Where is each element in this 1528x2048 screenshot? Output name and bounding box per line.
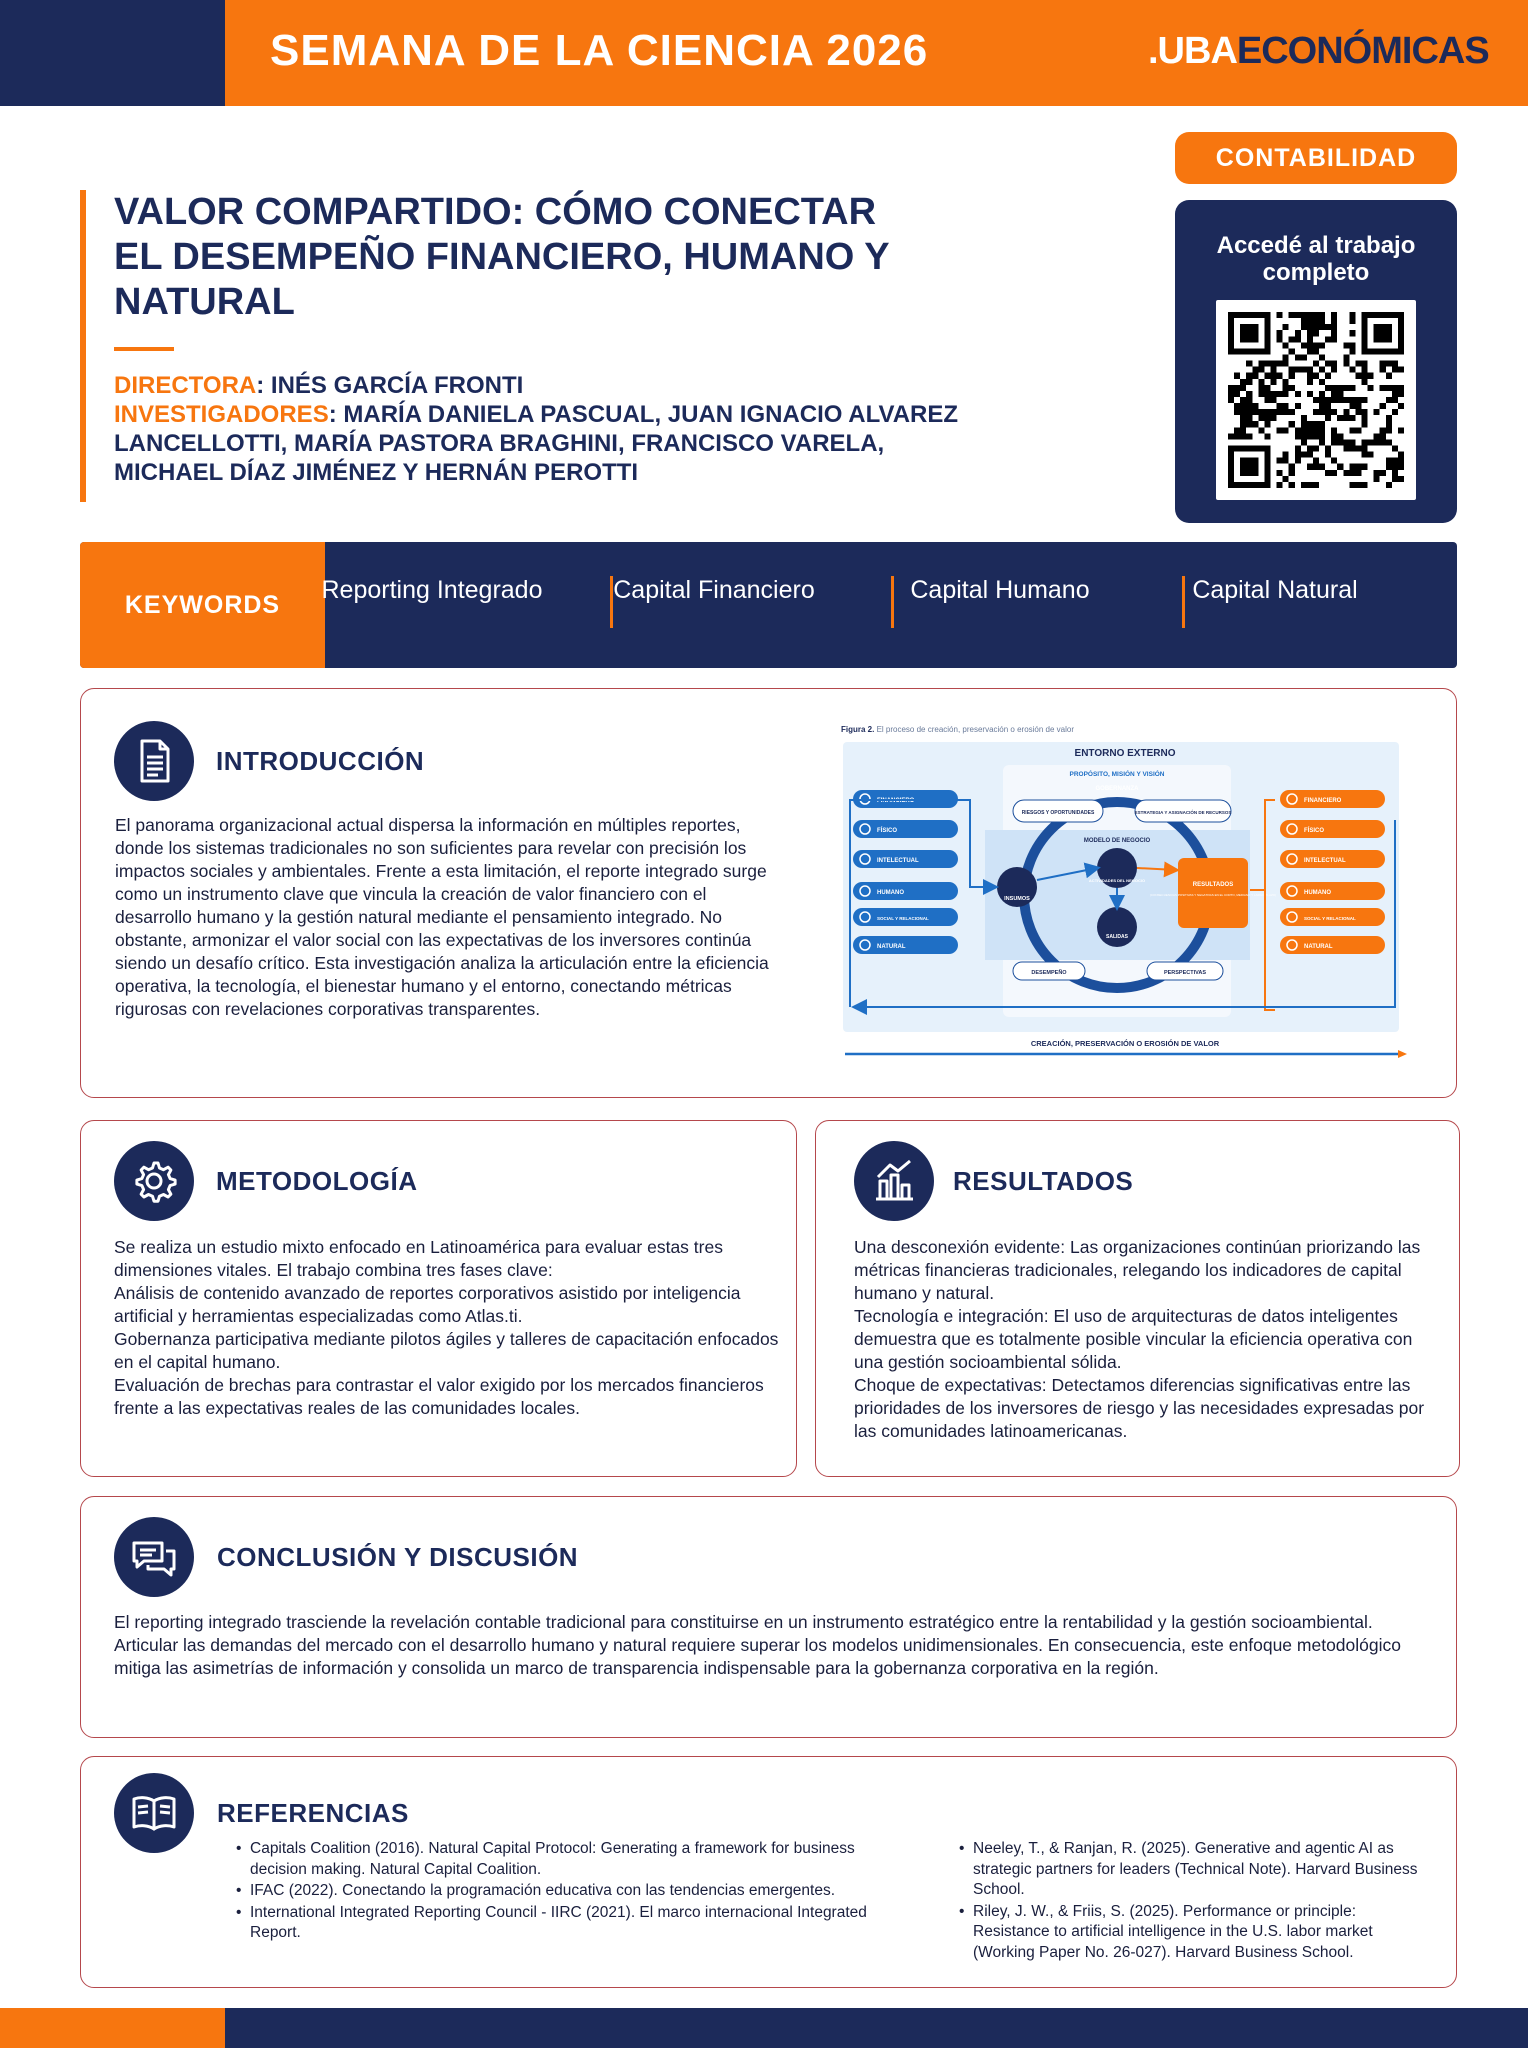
figure-caption: El proceso de creación, preservación o erosión de valor <box>874 725 1075 734</box>
figure-business-model-label: MODELO DE NEGOCIO <box>1083 838 1151 844</box>
chat-bubbles-icon <box>114 1517 194 1597</box>
output-capital-label: NATURAL <box>1304 944 1333 950</box>
conclusion-title: CONCLUSIÓN Y DISCUSIÓN <box>217 1542 579 1572</box>
results-body: Una desconexión evidente: Las organizaciones continúan priorizando las métricas financieras tradicionales, relegando los indicadores de capital humano y natural. Tecnología e integración: El uso de arquitecturas de datos inteligentes demuestra que es totalmente posible vincular la eficiencia operativa con una gestión socioambiental sólida. Choque de expectativas: Detectamos diferencias significativas entre las prioridades de los inversores de riesgo y las necesidades expresadas por las comunidades latinoamericanas. <box>854 1237 1425 1441</box>
intro-title: INTRODUCCIÓN <box>216 746 425 776</box>
poster-title: VALOR COMPARTIDO: CÓMO CONECTAR EL DESEMPEÑO FINANCIERO, HUMANO Y NATURAL <box>114 191 889 323</box>
value-creation-figure <box>835 720 1415 1065</box>
logo-suffix: ECONÓMICAS <box>1236 30 1489 72</box>
qr-card[interactable] <box>1175 200 1457 523</box>
conclusion-card <box>80 1496 1457 1738</box>
figure-outputs-label: SALIDAS <box>1106 934 1128 940</box>
keyword-item: Capital Natural <box>1192 576 1358 604</box>
figure-inputs-label: INSUMOS <box>1004 896 1030 902</box>
input-capital-label: HUMANO <box>877 890 904 896</box>
reference-item: • IFAC (2022). Conectando la programación educativa con las tendencias emergentes. <box>236 1881 886 1902</box>
method-title: METODOLOGÍA <box>216 1166 418 1196</box>
qr-caption: Accedé al trabajo completo <box>1216 232 1416 286</box>
references-right-list <box>959 1839 1429 1964</box>
document-icon <box>114 721 194 801</box>
director-line <box>114 371 974 400</box>
title-block <box>80 190 960 502</box>
method-card <box>80 1120 797 1477</box>
references-card <box>80 1756 1457 1988</box>
qr-code-image <box>1228 312 1404 488</box>
bar-chart-icon <box>854 1141 934 1221</box>
qr-code[interactable] <box>1216 300 1416 500</box>
results-card <box>815 1120 1460 1477</box>
input-capital-label: NATURAL <box>877 944 906 950</box>
researchers-names: : MARÍA DANIELA PASCUAL, JUAN IGNACIO ALVAREZ LANCELLOTTI, MARÍA PASTORA BRAGHINI, FRANCISCO VARELA, MICHAEL DÍAZ JIMÉNEZ Y HERNÁN PEROTTI <box>114 401 959 486</box>
figure-activities-label: ACTIVIDADES DEL NEGOCIO <box>1088 878 1146 883</box>
reference-item: • Riley, J. W., & Friis, S. (2025). Performance or principle: Resistance to artificial intelligence in the U.S. labor market (Working Paper No. 26-027). Harvard Business School. <box>959 1902 1429 1964</box>
footer-navy-block <box>225 2008 1528 2048</box>
input-capital-label: SOCIAL Y RELACIONAL <box>877 916 929 921</box>
title-underline <box>114 347 174 351</box>
open-book-icon <box>114 1773 194 1853</box>
researchers-label: INVESTIGADORES <box>114 401 329 428</box>
reference-item: • Neeley, T., & Ranjan, R. (2025). Generative and agentic AI as strategic partners for leaders (Technical Note). Harvard Business School. <box>959 1839 1429 1901</box>
reference-item: • International Integrated Reporting Council - IIRC (2021). El marco internacional Integrated Report. <box>236 1903 886 1944</box>
uba-economicas-logo <box>1148 30 1489 73</box>
header-navy-block <box>0 0 225 106</box>
input-capital-label: FÍSICO <box>877 828 898 834</box>
header-bar <box>0 0 1528 106</box>
references-title: REFERENCIAS <box>217 1798 409 1828</box>
intro-body: El panorama organizacional actual dispersa la información en múltiples reportes, donde los sistemas tradicionales no son suficientes para revelar con precisión los impactos sociales y ambientales. Frente a esta limitación, el reporte integrado surge como un instrumento clave que vincula la creación de valor financiero con el desarrollo humano y la gestión natural mediante el pensamiento integrado. No obstante, armonizar el valor social con las expectativas de los inversores continúa siendo un desafío crítico. Esta investigación analiza la articulación entre la eficiencia operativa, la tecnología, el bienestar humano y el entorno, conectando métricas rigurosas con revelaciones corporativas transparentes. <box>115 815 769 1019</box>
input-capital-pill <box>853 882 958 900</box>
figure-caption-label: Figura 2. <box>841 725 875 734</box>
output-capital-pill <box>1280 820 1385 838</box>
figure-perspectives-label: PERSPECTIVAS <box>1163 970 1207 976</box>
output-capital-label: FÍSICO <box>1304 828 1325 834</box>
event-title: SEMANA DE LA CIENCIA 2026 <box>270 26 929 75</box>
director-label: DIRECTORA <box>114 372 257 399</box>
keyword-item: Capital Humano <box>910 576 1090 604</box>
director-name: : INÉS GARCÍA FRONTI <box>256 372 524 399</box>
researchers-line <box>114 400 974 487</box>
reference-item: • Capitals Coalition (2016). Natural Capital Protocol: Generating a framework for business decision making. Natural Capital Coalition. <box>236 1839 886 1880</box>
output-capital-label: FINANCIERO <box>1304 798 1342 804</box>
figure-performance-label: DESEMPEÑO <box>1031 970 1067 976</box>
method-body: Se realiza un estudio mixto enfocado en Latinoamérica para evaluar estas tres dimensiones vitales. El trabajo combina tres fases clave: Análisis de contenido avanzado de reportes corporativos asistido por inteligencia artificial y herramientas especializadas como Atlas.ti. Gobernanza participativa mediante pilotos ágiles y talleres de capacitación enfocados en el capital humano. Evaluación de brechas para contrastar el valor exigido por los mercados financieros frente a las expectativas reales de las comunidades locales. <box>114 1237 779 1418</box>
logo-prefix: .UBA <box>1148 30 1237 72</box>
footer-orange-block <box>0 2008 225 2048</box>
figure-strategy-label: ESTRATEGIA Y ASIGNACIÓN DE RECURSOS <box>1134 810 1232 815</box>
figure-external-label: ENTORNO EXTERNO <box>1074 748 1176 759</box>
gear-icon <box>114 1141 194 1221</box>
output-capital-label: HUMANO <box>1304 890 1331 896</box>
footer-bar <box>0 2008 1528 2048</box>
references-left-list <box>236 1839 886 1945</box>
results-title: RESULTADOS <box>953 1166 1134 1196</box>
figure-bottom-label: CREACIÓN, PRESERVACIÓN O EROSIÓN DE VALOR <box>1030 1039 1220 1048</box>
keyword-item: Reporting Integrado <box>321 576 543 604</box>
conclusion-body: El reporting integrado trasciende la revelación contable tradicional para constituirse en un instrumento estratégico entre la rentabilidad y la gestión socioambiental. Articular las demandas del mercado con el desarrollo humano y natural requiere superar los modelos unidimensionales. En consecuencia, este enfoque metodológico mitiga las asimetrías de información y consolida un marco de transparencia indispensable para la gobernanza corporativa en la región. <box>114 1612 1401 1678</box>
input-capital-label: FINANCIERO <box>877 798 915 804</box>
output-capital-pill <box>1280 882 1385 900</box>
figure-purpose-label: PROPÓSITO, MISIÓN Y VISIÓN <box>1069 771 1165 778</box>
keyword-item: Capital Financiero <box>613 576 815 604</box>
keywords-label: KEYWORDS <box>80 542 325 668</box>
output-capital-label: INTELECTUAL <box>1304 858 1346 864</box>
input-capital-label: INTELECTUAL <box>877 858 919 864</box>
svg-text:Figura 2. El proceso de creaci <box>841 725 1074 734</box>
category-badge: CONTABILIDAD <box>1175 132 1457 184</box>
figure-risks-label: RIESGOS Y OPORTUNIDADES <box>1021 810 1095 816</box>
keywords-bar <box>80 542 1457 668</box>
input-capital-pill <box>853 820 958 838</box>
figure-governance-label: GOBERNANZA <box>1095 786 1139 792</box>
figure-results-sub: (CONSECUENCIAS POSITIVAS Y NEGATIVAS EN EL CORTO, MEDIANO Y LARGO PLAZO) <box>1149 893 1277 897</box>
output-capital-label: SOCIAL Y RELACIONAL <box>1304 916 1356 921</box>
figure-results-label: RESULTADOS <box>1192 882 1234 888</box>
